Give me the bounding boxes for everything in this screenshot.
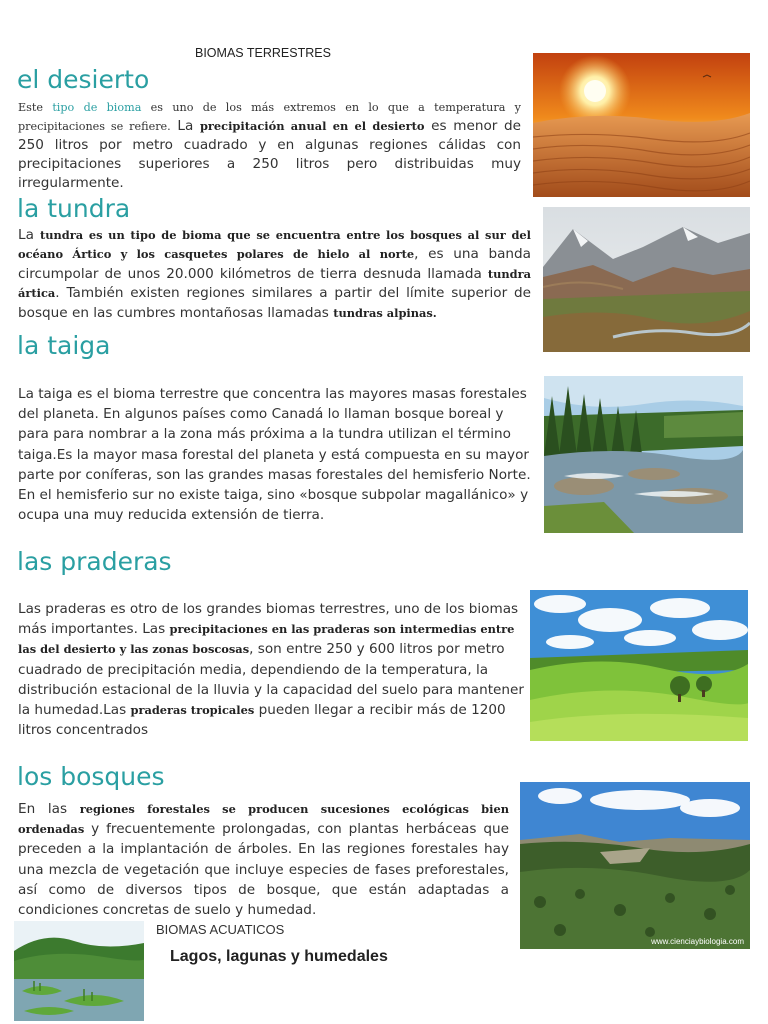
tundra-la: La xyxy=(18,227,40,243)
bioma-link[interactable]: tipo de bioma xyxy=(52,101,142,114)
desierto-bold: precipitación anual en el desierto xyxy=(199,119,425,133)
bosques-paragraph xyxy=(18,799,509,920)
bosques-text-2: y frecuentemente prolongadas, con plantas herbáceas que preceden a la implantación de árboles. En las regiones forestales hay una mezcla de vegetación que incluye especies de fases preforestales, así como de diversos tipos de bosque, que están adaptadas a condiciones concretas de suelo y humedad. xyxy=(18,821,509,919)
praderas-tropicales-bold: praderas tropicales xyxy=(130,703,255,718)
bosques-bold-sucesiones: regiones forestales se producen sucesiones ecológicas bien ordenadas xyxy=(18,802,509,837)
praderas-text-2: , son entre 250 y 600 litros por metro cuadrado de precipitación media, dependiendo de la temperatura, la distribución estacional de la lluvia y la capacidad del suelo para mantener la humedad.Las xyxy=(18,641,524,719)
tundra-text-2: . También existen regiones similares a partir del límite superior de bosque en las cumbres montañosas llamadas xyxy=(18,285,531,321)
praderas-text-3: pueden llegar a recibir más de 1200 litros concentrados xyxy=(18,702,506,739)
lagos-heading: Lagos, lagunas y humedales xyxy=(170,948,388,965)
tundra-paragraph xyxy=(18,226,531,323)
tundra-text-1: , es una banda circumpolar de unos 20.000 kilómetros de tierra desnuda llamada xyxy=(18,246,532,282)
tundra-image xyxy=(543,207,750,352)
tundra-bold-def: tundra es un tipo de bioma que se encuentra entre los bosques al sur del océano Ártico y los casquetes polares de hielo al norte xyxy=(18,228,531,262)
desierto-paragraph xyxy=(18,98,521,193)
bosques-image xyxy=(520,782,750,949)
tundra-heading: la tundra xyxy=(17,194,131,223)
taiga-paragraph: La taiga es el bioma terrestre que concentra las mayores masas forestales del planeta. En algunos países como Canadá lo llaman bosque boreal y para para nombrar a la zona más próxima a la tundra utilizan el término taiga.Es la mayor masa forestal del planeta y está compuesta en su mayor parte por coníferas, son las grandes masas forestales del hemisferio Norte. En el hemisferio sur no existe taiga, sino «bosque subpolar magallánico» y ocupa una muy reducida extensión de tierra. xyxy=(18,386,531,524)
tundras-alpinas-bold: tundras alpinas. xyxy=(333,305,437,320)
desierto-serif-text: es uno de los más extremos en lo que a temperatura y precipitaciones se refiere. xyxy=(18,101,521,133)
desert-image xyxy=(533,53,750,197)
desierto-la: La xyxy=(170,118,200,134)
desierto-lead: Este xyxy=(18,101,53,114)
bosques-heading: los bosques xyxy=(17,762,165,791)
desierto-rest: es menor de 250 litros por metro cuadrado y en algunas regiones cálidas con precipitaciones superiores a 250 litros pero distribuidas muy irregularmente. xyxy=(18,118,521,191)
lagos-image xyxy=(14,921,144,1021)
praderas-image xyxy=(530,590,748,741)
desierto-heading: el desierto xyxy=(17,65,150,94)
biomas-acuaticos-title: BIOMAS ACUATICOS xyxy=(156,922,285,937)
praderas-paragraph xyxy=(18,599,531,740)
taiga-heading: la taiga xyxy=(17,331,111,360)
praderas-text-1: Las praderas es otro de los grandes biomas terrestres, uno de los biomas más importantes. Las xyxy=(18,601,519,638)
tundra-artica-bold: tundra ártica xyxy=(18,266,531,301)
praderas-heading: las praderas xyxy=(17,547,172,576)
document-title: BIOMAS TERRESTRES xyxy=(195,46,331,60)
watermark: www.cienciaybiologia.com xyxy=(651,937,744,946)
bosques-text-1: En las xyxy=(18,801,80,817)
praderas-bold-precip: precipitaciones en las praderas son intermedias entre las del desierto y las zonas boscosas xyxy=(18,622,515,657)
taiga-image xyxy=(544,376,743,533)
